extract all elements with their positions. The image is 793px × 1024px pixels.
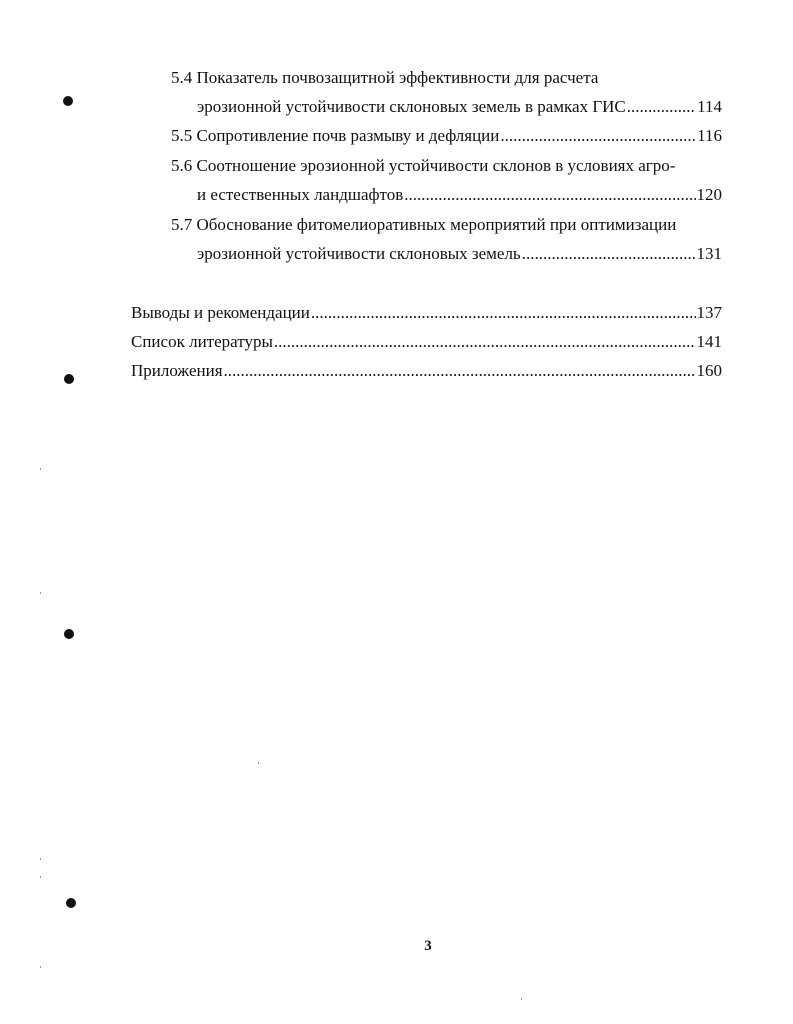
toc-entry-references[interactable] xyxy=(131,331,722,353)
toc-entry-5-7[interactable] xyxy=(197,243,722,265)
toc-page-number: 120 xyxy=(696,185,722,204)
toc-page-number: 114 xyxy=(697,97,722,116)
page-number: 3 xyxy=(424,938,432,954)
scan-speck xyxy=(258,762,259,764)
scan-speck xyxy=(40,966,41,968)
punch-hole-3 xyxy=(64,629,74,639)
toc-page-number: 160 xyxy=(696,361,722,380)
scan-speck xyxy=(40,592,41,594)
leader-dots xyxy=(522,243,696,265)
toc-entry-label: Список литературы xyxy=(131,332,273,351)
toc-page-number: 137 xyxy=(696,303,722,322)
toc-entry-5-6-line1: 5.6 Соотношение эрозионной устойчивости склонов в условиях агро- xyxy=(171,156,676,175)
toc-entry-5-7-line1: 5.7 Обоснование фитомелиоративных мероприятий при оптимизации xyxy=(171,215,677,234)
leader-dots xyxy=(500,125,696,147)
leader-dots xyxy=(274,331,696,353)
punch-hole-2 xyxy=(64,374,74,384)
toc-entry-label: эрозионной устойчивости склоновых земель xyxy=(197,244,521,263)
toc-entry-label: 5.5 Сопротивление почв размыву и дефляции xyxy=(171,126,500,145)
leader-dots xyxy=(224,360,696,382)
toc-entry-5-4-line1: 5.4 Показатель почвозащитной эффективности для расчета xyxy=(171,68,599,87)
toc-entry-label: Выводы и рекомендации xyxy=(131,303,310,322)
leader-dots xyxy=(404,184,695,206)
toc-page-number: 131 xyxy=(696,244,722,263)
punch-hole-4 xyxy=(66,898,76,908)
toc-entry-label: эрозионной устойчивости склоновых земель в рамках ГИС xyxy=(197,97,626,116)
toc-entry-5-5[interactable] xyxy=(171,125,722,147)
leader-dots xyxy=(311,302,696,324)
punch-hole-1 xyxy=(63,96,73,106)
toc-page-number: 116 xyxy=(697,126,722,145)
scan-speck xyxy=(40,858,41,860)
toc-entry-appendices[interactable] xyxy=(131,360,722,382)
leader-dots xyxy=(627,96,696,118)
scan-speck xyxy=(40,876,41,878)
toc-page-number: 141 xyxy=(696,332,722,351)
toc-entry-5-4[interactable] xyxy=(197,96,722,118)
toc-entry-label: Приложения xyxy=(131,361,223,380)
scan-speck xyxy=(40,468,41,470)
scan-speck xyxy=(521,998,522,1000)
toc-entry-conclusions[interactable] xyxy=(131,302,722,324)
toc-entry-5-6[interactable] xyxy=(197,184,722,206)
toc-entry-label: и естественных ландшафтов xyxy=(197,185,404,204)
